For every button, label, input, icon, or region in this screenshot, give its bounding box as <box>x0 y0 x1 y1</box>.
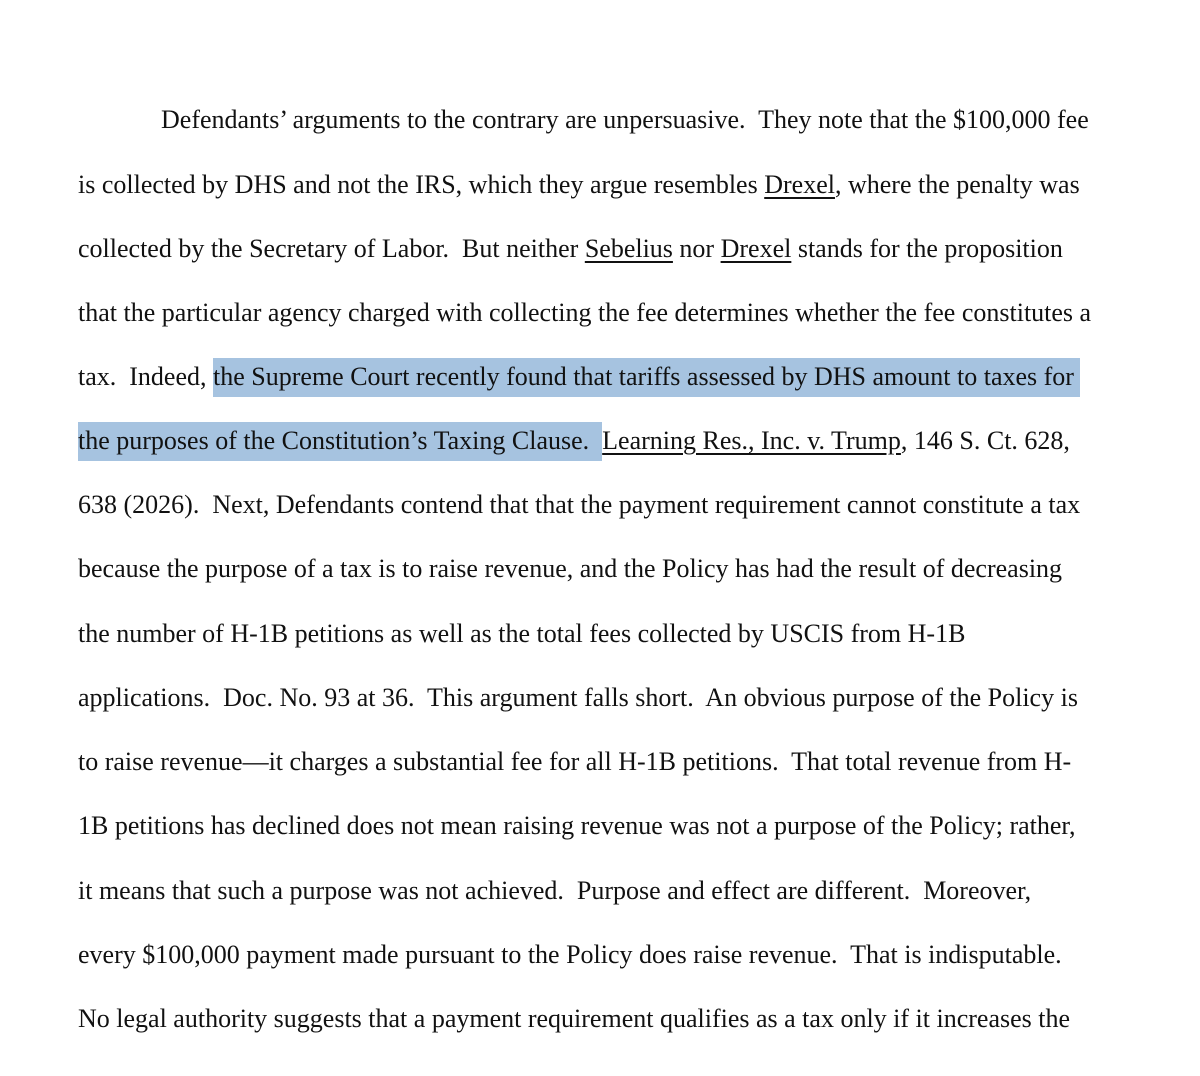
line-segment: stands for the proposition <box>791 234 1063 263</box>
line-segment: No legal authority suggests that a payment requirement qualifies as a tax only if it increases the <box>78 1004 1071 1033</box>
case-citation-sebelius: Sebelius <box>584 234 673 263</box>
line-segment: is collected by DHS and not the IRS, which they argue resembles <box>78 170 765 199</box>
line-segment: it means that such a purpose was not achieved. Purpose and effect are different. Moreover, <box>78 876 1032 905</box>
paragraph-line <box>52 577 966 648</box>
paragraph-line <box>52 384 1070 455</box>
line-segment: every $100,000 payment made pursuant to the Policy does raise revenue. That is indisputable. <box>78 940 1062 969</box>
paragraph-line <box>52 192 1063 263</box>
highlighted-text[interactable]: the purposes of the Constitution’s Taxing Clause. <box>78 422 602 461</box>
line-segment: , 146 S. Ct. 628, <box>900 426 1070 455</box>
paragraph-line <box>52 256 1092 327</box>
paragraph-line <box>52 834 1032 905</box>
line-segment: , where the penalty was <box>834 170 1080 199</box>
paragraph-line <box>135 63 1089 134</box>
line-segment: applications. Doc. No. 93 at 36. This argument falls short. An obvious purpose of the Policy is <box>78 683 1078 712</box>
line-segment: tax. Indeed, <box>78 362 214 391</box>
line-segment: the number of H-1B petitions as well as the total fees collected by USCIS from H-1B <box>78 619 966 648</box>
line-segment: that the particular agency charged with collecting the fee determines whether the fee constitutes a <box>78 298 1092 327</box>
highlighted-text[interactable]: the Supreme Court recently found that tariffs assessed by DHS amount to taxes for <box>213 358 1080 397</box>
line-segment: to raise revenue—it charges a substantial fee for all H-1B petitions. That total revenue from H- <box>78 747 1072 776</box>
line-segment: because the purpose of a tax is to raise revenue, and the Policy has had the result of decreasing <box>78 554 1063 583</box>
paragraph-line <box>52 641 1078 712</box>
case-citation-drexel: Drexel <box>720 234 792 263</box>
paragraph-line <box>52 448 1081 519</box>
line-segment: nor <box>672 234 721 263</box>
line-segment: Defendants’ arguments to the contrary are unpersuasive. They note that the $100,000 fee <box>161 105 1089 134</box>
paragraph-line <box>52 769 1076 840</box>
paragraph-line <box>52 898 1062 969</box>
case-citation-drexel: Drexel <box>764 170 835 199</box>
paragraph-line <box>52 962 1071 1033</box>
paragraph-line <box>52 128 1080 199</box>
paragraph-line <box>52 320 1081 391</box>
paragraph-line <box>52 512 1063 583</box>
line-segment: 1B petitions has declined does not mean raising revenue was not a purpose of the Policy; rather, <box>78 811 1076 840</box>
paragraph-line <box>52 705 1072 776</box>
line-segment: 638 (2026). Next, Defendants contend that that the payment requirement cannot constitute a tax <box>78 490 1081 519</box>
case-citation-learning-res: Learning Res., Inc. v. Trump <box>602 426 901 455</box>
line-segment: collected by the Secretary of Labor. But neither <box>78 234 585 263</box>
